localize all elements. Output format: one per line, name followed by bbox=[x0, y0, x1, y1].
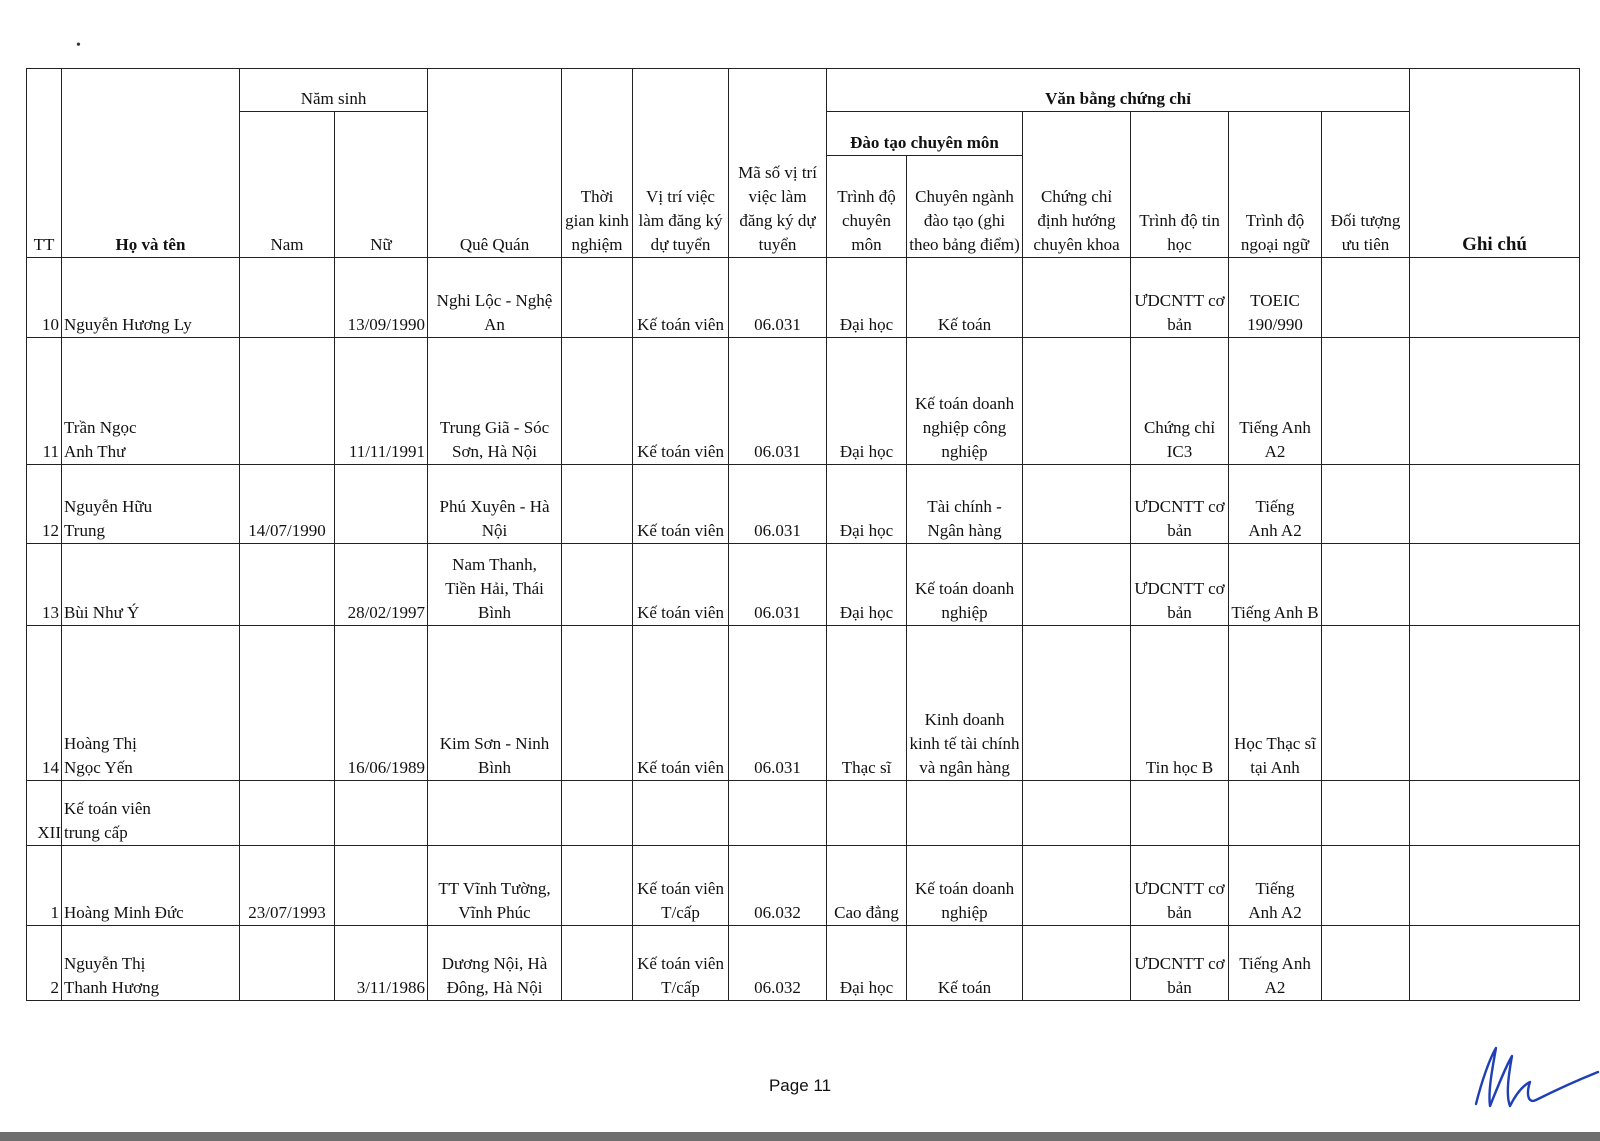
col-ghi-chu: Ghi chú bbox=[1410, 69, 1580, 258]
col-tt: TT bbox=[27, 69, 62, 258]
col-ho-ten: Họ và tên bbox=[62, 69, 240, 258]
cell-ma: 06.031 bbox=[729, 544, 827, 626]
cell-tin: ƯDCNTT cơ bản bbox=[1131, 465, 1229, 544]
col-tin-hoc: Trình độ tin học bbox=[1131, 112, 1229, 258]
cell-tin: Chứng chỉ IC3 bbox=[1131, 338, 1229, 465]
cell-trinhdo: Đại học bbox=[827, 465, 907, 544]
col-ngoai-ngu: Trình độ ngoại ngữ bbox=[1229, 112, 1322, 258]
col-que-quan: Quê Quán bbox=[428, 69, 562, 258]
cell-nn: Tiếng Anh A2 bbox=[1229, 926, 1322, 1001]
cell-tt: 11 bbox=[27, 338, 62, 465]
page-number: Page 11 bbox=[768, 1076, 832, 1095]
cell-cc bbox=[1023, 258, 1131, 338]
cell-cc bbox=[1023, 926, 1131, 1001]
col-doi-tuong: Đối tượng ưu tiên bbox=[1322, 112, 1410, 258]
cell-nu bbox=[335, 465, 428, 544]
cell-cc bbox=[1023, 846, 1131, 926]
cell-nn: Tiếng Anh B bbox=[1229, 544, 1322, 626]
cell-nn: Học Thạc sĩ tại Anh bbox=[1229, 626, 1322, 781]
cell-nn: TOEIC 190/990 bbox=[1229, 258, 1322, 338]
cell-tt: 2 bbox=[27, 926, 62, 1001]
col-nu: Nữ bbox=[335, 112, 428, 258]
cell-dt bbox=[1322, 926, 1410, 1001]
cell-gc bbox=[1410, 338, 1580, 465]
cell-trinhdo: Đại học bbox=[827, 544, 907, 626]
cell-trinhdo: Cao đẳng bbox=[827, 846, 907, 926]
cell-tt: 1 bbox=[27, 846, 62, 926]
cell-que: Trung Giã - Sóc Sơn, Hà Nội bbox=[428, 338, 562, 465]
cell-ma: 06.032 bbox=[729, 846, 827, 926]
cell-tt: 10 bbox=[27, 258, 62, 338]
cell-trinhdo: Đại học bbox=[827, 338, 907, 465]
cell-name: Nguyễn Thị Thanh Hương bbox=[62, 926, 240, 1001]
cell-nam: 14/07/1990 bbox=[240, 465, 335, 544]
cell-que: Kim Sơn - Ninh Bình bbox=[428, 626, 562, 781]
cell-ma: 06.031 bbox=[729, 626, 827, 781]
cell-tt: 12 bbox=[27, 465, 62, 544]
col-chung-chi: Chứng chỉ định hướng chuyên khoa bbox=[1023, 112, 1131, 258]
cell-cc bbox=[1023, 338, 1131, 465]
cell-trinhdo: Đại học bbox=[827, 258, 907, 338]
cell-nganh: Kế toán doanh nghiệp bbox=[907, 544, 1023, 626]
col-thoi-gian: Thời gian kinh nghiệm bbox=[562, 69, 633, 258]
cell-nganh: Kế toán bbox=[907, 258, 1023, 338]
cell-vitri: Kế toán viên bbox=[633, 258, 729, 338]
cell-tg bbox=[562, 465, 633, 544]
cell-ma: 06.031 bbox=[729, 465, 827, 544]
cell-nu: 28/02/1997 bbox=[335, 544, 428, 626]
cell-ma: 06.031 bbox=[729, 338, 827, 465]
section-row bbox=[27, 781, 1580, 846]
cell-gc bbox=[1410, 465, 1580, 544]
cell-vitri: Kế toán viên T/cấp bbox=[633, 926, 729, 1001]
cell-cc bbox=[1023, 626, 1131, 781]
cell-nn: Tiếng Anh A2 bbox=[1229, 465, 1322, 544]
cell-que: Nghi Lộc - Nghệ An bbox=[428, 258, 562, 338]
cell-dt bbox=[1322, 258, 1410, 338]
cell-gc bbox=[1410, 258, 1580, 338]
cell-tg bbox=[562, 626, 633, 781]
col-vi-tri: Vị trí việc làm đăng ký dự tuyển bbox=[633, 69, 729, 258]
cell-vitri: Kế toán viên bbox=[633, 626, 729, 781]
cell-que: Nam Thanh, Tiền Hải, Thái Bình bbox=[428, 544, 562, 626]
cell-tg bbox=[562, 544, 633, 626]
table-row bbox=[27, 846, 1580, 926]
cell-nganh: Kế toán bbox=[907, 926, 1023, 1001]
table-row bbox=[27, 465, 1580, 544]
cell-nam bbox=[240, 544, 335, 626]
cell-tin: Tin học B bbox=[1131, 626, 1229, 781]
col-chuyen-nganh: Chuyên ngành đào tạo (ghi theo bảng điểm) bbox=[907, 156, 1023, 258]
cell-vitri: Kế toán viên T/cấp bbox=[633, 846, 729, 926]
cell-cc bbox=[1023, 465, 1131, 544]
cell-nam bbox=[240, 926, 335, 1001]
cell-name: Nguyễn Hương Ly bbox=[62, 258, 240, 338]
cell-dt bbox=[1322, 544, 1410, 626]
candidate-table bbox=[26, 68, 1580, 1001]
cell-nam bbox=[240, 338, 335, 465]
cell-ma: 06.032 bbox=[729, 926, 827, 1001]
col-dao-tao: Đào tạo chuyên môn bbox=[827, 112, 1023, 156]
cell-nganh: Kế toán doanh nghiệp công nghiệp bbox=[907, 338, 1023, 465]
table-row bbox=[27, 544, 1580, 626]
cell-tin: ƯDCNTT cơ bản bbox=[1131, 258, 1229, 338]
section-tt: XII bbox=[27, 781, 62, 846]
cell-vitri: Kế toán viên bbox=[633, 465, 729, 544]
table-row bbox=[27, 626, 1580, 781]
cell-dt bbox=[1322, 626, 1410, 781]
col-nam-sinh: Năm sinh bbox=[240, 69, 428, 112]
table-row bbox=[27, 338, 1580, 465]
cell-que: Phú Xuyên - Hà Nội bbox=[428, 465, 562, 544]
cell-name: Trần Ngọc Anh Thư bbox=[62, 338, 240, 465]
cell-tg bbox=[562, 338, 633, 465]
cell-nn: Tiếng Anh A2 bbox=[1229, 338, 1322, 465]
cell-tt: 13 bbox=[27, 544, 62, 626]
cell-tt: 14 bbox=[27, 626, 62, 781]
cell-nu: 3/11/1986 bbox=[335, 926, 428, 1001]
cell-gc bbox=[1410, 846, 1580, 926]
cell-tin: ƯDCNTT cơ bản bbox=[1131, 544, 1229, 626]
header-row-1 bbox=[27, 69, 1580, 112]
cell-tg bbox=[562, 258, 633, 338]
scan-mark: • bbox=[76, 38, 81, 53]
col-trinh-do-cm: Trình độ chuyên môn bbox=[827, 156, 907, 258]
cell-ma: 06.031 bbox=[729, 258, 827, 338]
section-name: Kế toán viên trung cấp bbox=[62, 781, 240, 846]
cell-trinhdo: Thạc sĩ bbox=[827, 626, 907, 781]
cell-nam bbox=[240, 626, 335, 781]
cell-name: Hoàng Minh Đức bbox=[62, 846, 240, 926]
cell-gc bbox=[1410, 544, 1580, 626]
signature-mark bbox=[1470, 1040, 1600, 1115]
cell-que: TT Vĩnh Tường, Vĩnh Phúc bbox=[428, 846, 562, 926]
cell-nu: 13/09/1990 bbox=[335, 258, 428, 338]
cell-tg bbox=[562, 926, 633, 1001]
cell-nu: 11/11/1991 bbox=[335, 338, 428, 465]
col-ma-so: Mã số vị trí việc làm đăng ký dự tuyển bbox=[729, 69, 827, 258]
cell-gc bbox=[1410, 926, 1580, 1001]
cell-nam: 23/07/1993 bbox=[240, 846, 335, 926]
cell-que: Dương Nội, Hà Đông, Hà Nội bbox=[428, 926, 562, 1001]
cell-nu bbox=[335, 846, 428, 926]
cell-nam bbox=[240, 258, 335, 338]
cell-gc bbox=[1410, 626, 1580, 781]
cell-dt bbox=[1322, 465, 1410, 544]
cell-vitri: Kế toán viên bbox=[633, 544, 729, 626]
cell-nganh: Kinh doanh kinh tế tài chính và ngân hàng bbox=[907, 626, 1023, 781]
cell-trinhdo: Đại học bbox=[827, 926, 907, 1001]
cell-dt bbox=[1322, 338, 1410, 465]
cell-nganh: Kế toán doanh nghiệp bbox=[907, 846, 1023, 926]
table-row bbox=[27, 258, 1580, 338]
cell-name: Bùi Như Ý bbox=[62, 544, 240, 626]
cell-nn: Tiếng Anh A2 bbox=[1229, 846, 1322, 926]
cell-nu: 16/06/1989 bbox=[335, 626, 428, 781]
cell-name: Nguyễn Hữu Trung bbox=[62, 465, 240, 544]
col-van-bang: Văn bằng chứng chỉ bbox=[827, 69, 1410, 112]
cell-name: Hoàng Thị Ngọc Yến bbox=[62, 626, 240, 781]
cell-cc bbox=[1023, 544, 1131, 626]
cell-vitri: Kế toán viên bbox=[633, 338, 729, 465]
cell-nganh: Tài chính - Ngân hàng bbox=[907, 465, 1023, 544]
cell-dt bbox=[1322, 846, 1410, 926]
cell-tin: ƯDCNTT cơ bản bbox=[1131, 846, 1229, 926]
table-row bbox=[27, 926, 1580, 1001]
cell-tg bbox=[562, 846, 633, 926]
scan-edge-bar bbox=[0, 1132, 1600, 1141]
cell-tin: ƯDCNTT cơ bản bbox=[1131, 926, 1229, 1001]
col-nam: Nam bbox=[240, 112, 335, 258]
